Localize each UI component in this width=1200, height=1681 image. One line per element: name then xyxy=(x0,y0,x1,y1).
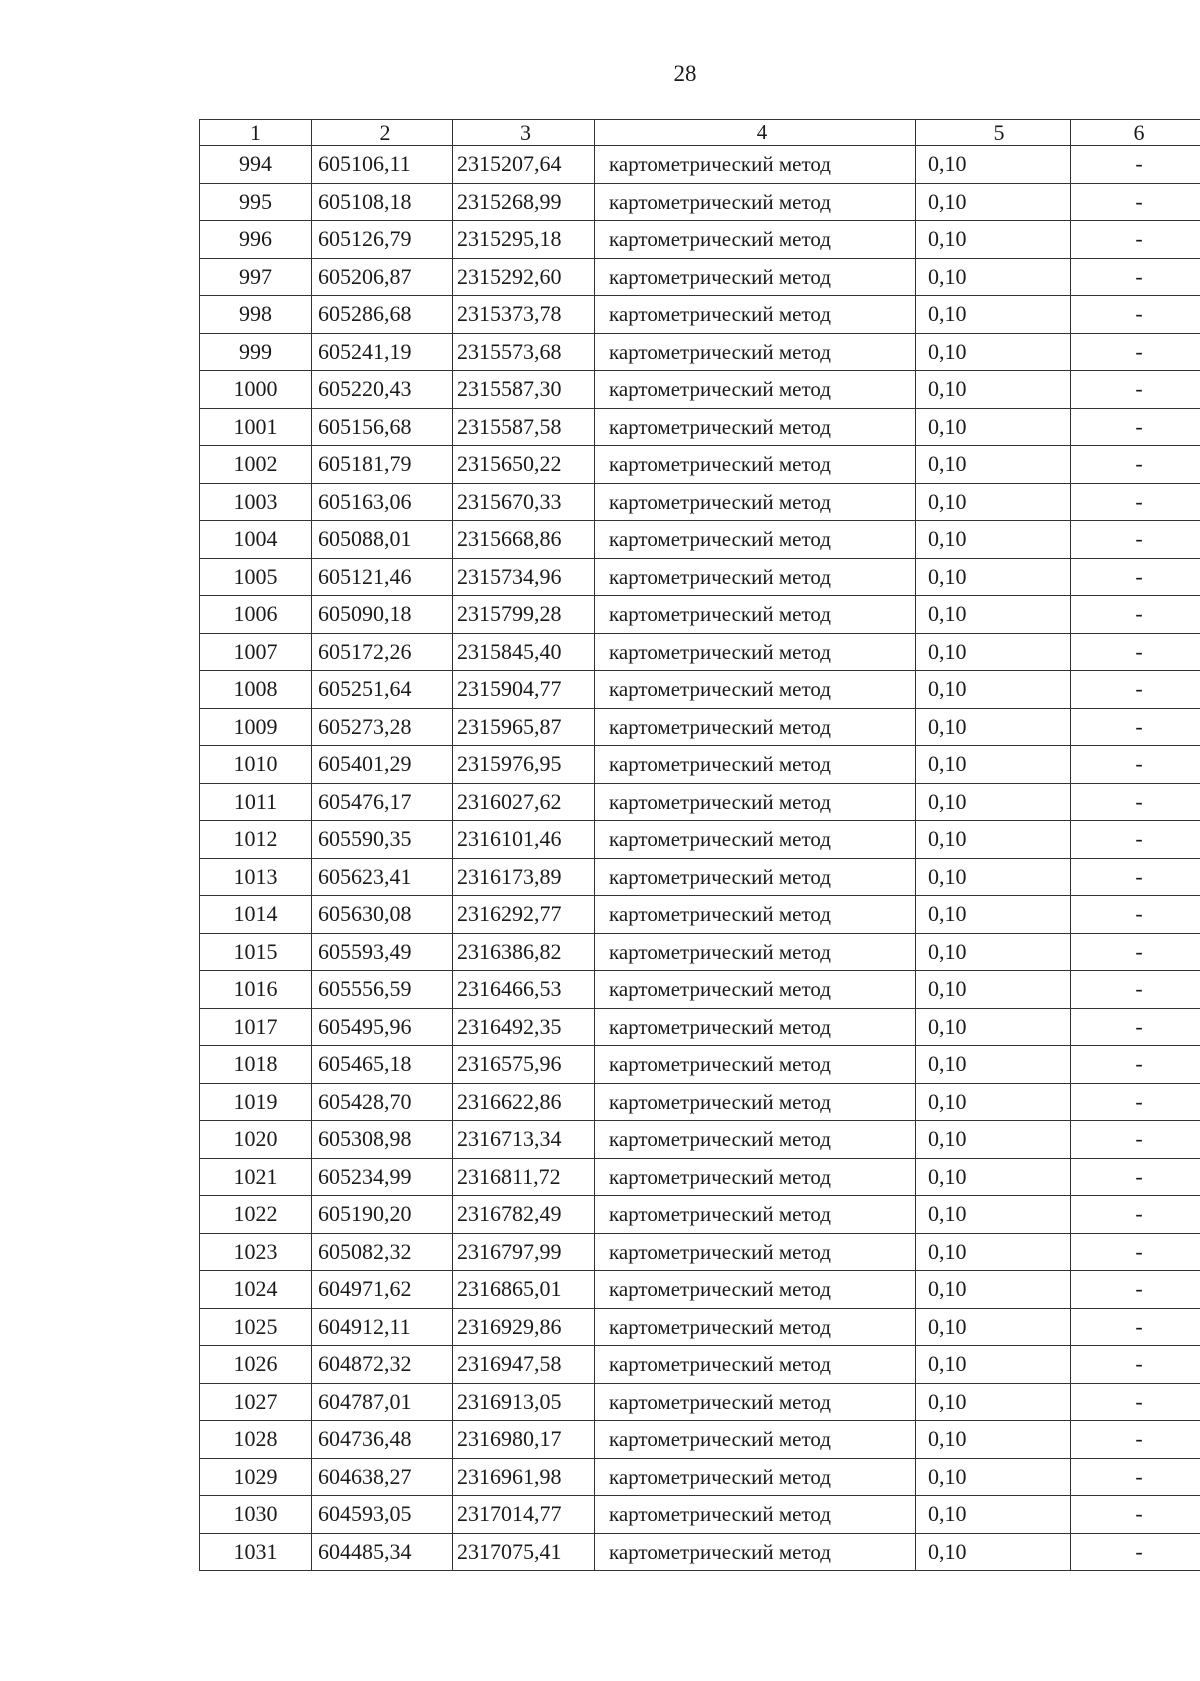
y-coordinate-cell: 2317075,41 xyxy=(453,1533,595,1571)
table-row xyxy=(200,933,1200,971)
table-row xyxy=(200,183,1200,221)
y-coordinate-cell: 2316027,62 xyxy=(453,783,595,821)
method-cell: картометрический метод xyxy=(595,221,916,259)
method-cell: картометрический метод xyxy=(595,821,916,859)
note-cell: - xyxy=(1071,1046,1200,1084)
x-coordinate-cell: 605190,20 xyxy=(312,1196,453,1234)
accuracy-cell: 0,10 xyxy=(916,746,1071,784)
y-coordinate-cell: 2316947,58 xyxy=(453,1346,595,1384)
method-cell: картометрический метод xyxy=(595,1533,916,1571)
note-cell: - xyxy=(1071,596,1200,634)
x-coordinate-cell: 604912,11 xyxy=(312,1308,453,1346)
table-row xyxy=(200,1533,1200,1571)
y-coordinate-cell: 2316961,98 xyxy=(453,1458,595,1496)
accuracy-cell: 0,10 xyxy=(916,146,1071,184)
accuracy-cell: 0,10 xyxy=(916,408,1071,446)
note-cell: - xyxy=(1071,1271,1200,1309)
note-cell: - xyxy=(1071,408,1200,446)
y-coordinate-cell: 2315845,40 xyxy=(453,633,595,671)
y-coordinate-cell: 2316622,86 xyxy=(453,1083,595,1121)
method-cell: картометрический метод xyxy=(595,1271,916,1309)
method-cell: картометрический метод xyxy=(595,1308,916,1346)
accuracy-cell: 0,10 xyxy=(916,933,1071,971)
method-cell: картометрический метод xyxy=(595,258,916,296)
accuracy-cell: 0,10 xyxy=(916,221,1071,259)
note-cell: - xyxy=(1071,221,1200,259)
y-coordinate-cell: 2316980,17 xyxy=(453,1421,595,1459)
point-number-cell: 1022 xyxy=(200,1196,312,1234)
x-coordinate-cell: 605206,87 xyxy=(312,258,453,296)
point-number-cell: 1009 xyxy=(200,708,312,746)
x-coordinate-cell: 605401,29 xyxy=(312,746,453,784)
accuracy-cell: 0,10 xyxy=(916,1121,1071,1159)
note-cell: - xyxy=(1071,1196,1200,1234)
column-header-6: 6 xyxy=(1071,120,1200,146)
x-coordinate-cell: 605308,98 xyxy=(312,1121,453,1159)
accuracy-cell: 0,10 xyxy=(916,1233,1071,1271)
y-coordinate-cell: 2316797,99 xyxy=(453,1233,595,1271)
note-cell: - xyxy=(1071,1158,1200,1196)
method-cell: картометрический метод xyxy=(595,183,916,221)
point-number-cell: 1025 xyxy=(200,1308,312,1346)
y-coordinate-cell: 2316173,89 xyxy=(453,858,595,896)
y-coordinate-cell: 2315976,95 xyxy=(453,746,595,784)
x-coordinate-cell: 605273,28 xyxy=(312,708,453,746)
point-number-cell: 1026 xyxy=(200,1346,312,1384)
method-cell: картометрический метод xyxy=(595,1458,916,1496)
table-row xyxy=(200,971,1200,1009)
x-coordinate-cell: 605163,06 xyxy=(312,483,453,521)
x-coordinate-cell: 605590,35 xyxy=(312,821,453,859)
note-cell: - xyxy=(1071,521,1200,559)
note-cell: - xyxy=(1071,1383,1200,1421)
y-coordinate-cell: 2316929,86 xyxy=(453,1308,595,1346)
y-coordinate-cell: 2315587,58 xyxy=(453,408,595,446)
method-cell: картометрический метод xyxy=(595,1196,916,1234)
table-row xyxy=(200,708,1200,746)
accuracy-cell: 0,10 xyxy=(916,1346,1071,1384)
y-coordinate-cell: 2316782,49 xyxy=(453,1196,595,1234)
accuracy-cell: 0,10 xyxy=(916,783,1071,821)
x-coordinate-cell: 605181,79 xyxy=(312,446,453,484)
accuracy-cell: 0,10 xyxy=(916,521,1071,559)
method-cell: картометрический метод xyxy=(595,858,916,896)
y-coordinate-cell: 2315295,18 xyxy=(453,221,595,259)
x-coordinate-cell: 605106,11 xyxy=(312,146,453,184)
y-coordinate-cell: 2315207,64 xyxy=(453,146,595,184)
table-row xyxy=(200,521,1200,559)
point-number-cell: 998 xyxy=(200,296,312,334)
table-row xyxy=(200,1046,1200,1084)
method-cell: картометрический метод xyxy=(595,1496,916,1534)
x-coordinate-cell: 605121,46 xyxy=(312,558,453,596)
y-coordinate-cell: 2316492,35 xyxy=(453,1008,595,1046)
point-number-cell: 1019 xyxy=(200,1083,312,1121)
note-cell: - xyxy=(1071,1008,1200,1046)
x-coordinate-cell: 605082,32 xyxy=(312,1233,453,1271)
note-cell: - xyxy=(1071,858,1200,896)
point-number-cell: 1029 xyxy=(200,1458,312,1496)
y-coordinate-cell: 2315965,87 xyxy=(453,708,595,746)
method-cell: картометрический метод xyxy=(595,521,916,559)
note-cell: - xyxy=(1071,896,1200,934)
method-cell: картометрический метод xyxy=(595,1233,916,1271)
point-number-cell: 1021 xyxy=(200,1158,312,1196)
table-row xyxy=(200,1271,1200,1309)
note-cell: - xyxy=(1071,821,1200,859)
table-row xyxy=(200,746,1200,784)
table-row xyxy=(200,221,1200,259)
x-coordinate-cell: 604736,48 xyxy=(312,1421,453,1459)
point-number-cell: 1012 xyxy=(200,821,312,859)
table-row xyxy=(200,1121,1200,1159)
point-number-cell: 1017 xyxy=(200,1008,312,1046)
x-coordinate-cell: 604787,01 xyxy=(312,1383,453,1421)
table-row xyxy=(200,1346,1200,1384)
table-row xyxy=(200,1196,1200,1234)
column-header-5: 5 xyxy=(916,120,1071,146)
accuracy-cell: 0,10 xyxy=(916,183,1071,221)
x-coordinate-cell: 605241,19 xyxy=(312,333,453,371)
note-cell: - xyxy=(1071,333,1200,371)
table-row xyxy=(200,1233,1200,1271)
point-number-cell: 1003 xyxy=(200,483,312,521)
accuracy-cell: 0,10 xyxy=(916,1083,1071,1121)
method-cell: картометрический метод xyxy=(595,746,916,784)
note-cell: - xyxy=(1071,1083,1200,1121)
x-coordinate-cell: 605476,17 xyxy=(312,783,453,821)
x-coordinate-cell: 605172,26 xyxy=(312,633,453,671)
table-row xyxy=(200,258,1200,296)
accuracy-cell: 0,10 xyxy=(916,483,1071,521)
table-body xyxy=(200,146,1200,1571)
note-cell: - xyxy=(1071,971,1200,1009)
accuracy-cell: 0,10 xyxy=(916,708,1071,746)
y-coordinate-cell: 2315734,96 xyxy=(453,558,595,596)
note-cell: - xyxy=(1071,558,1200,596)
y-coordinate-cell: 2315573,68 xyxy=(453,333,595,371)
method-cell: картометрический метод xyxy=(595,296,916,334)
y-coordinate-cell: 2315668,86 xyxy=(453,521,595,559)
note-cell: - xyxy=(1071,933,1200,971)
table-row xyxy=(200,858,1200,896)
point-number-cell: 1027 xyxy=(200,1383,312,1421)
table-row xyxy=(200,896,1200,934)
note-cell: - xyxy=(1071,1308,1200,1346)
y-coordinate-cell: 2315799,28 xyxy=(453,596,595,634)
x-coordinate-cell: 604971,62 xyxy=(312,1271,453,1309)
table-row xyxy=(200,483,1200,521)
point-number-cell: 1010 xyxy=(200,746,312,784)
method-cell: картометрический метод xyxy=(595,633,916,671)
method-cell: картометрический метод xyxy=(595,933,916,971)
accuracy-cell: 0,10 xyxy=(916,371,1071,409)
method-cell: картометрический метод xyxy=(595,1346,916,1384)
x-coordinate-cell: 605556,59 xyxy=(312,971,453,1009)
method-cell: картометрический метод xyxy=(595,408,916,446)
x-coordinate-cell: 605495,96 xyxy=(312,1008,453,1046)
method-cell: картометрический метод xyxy=(595,1121,916,1159)
point-number-cell: 1015 xyxy=(200,933,312,971)
y-coordinate-cell: 2315670,33 xyxy=(453,483,595,521)
note-cell: - xyxy=(1071,1121,1200,1159)
x-coordinate-cell: 605090,18 xyxy=(312,596,453,634)
method-cell: картометрический метод xyxy=(595,596,916,634)
table-row xyxy=(200,333,1200,371)
y-coordinate-cell: 2316811,72 xyxy=(453,1158,595,1196)
note-cell: - xyxy=(1071,483,1200,521)
note-cell: - xyxy=(1071,183,1200,221)
table-row xyxy=(200,821,1200,859)
accuracy-cell: 0,10 xyxy=(916,1271,1071,1309)
point-number-cell: 1028 xyxy=(200,1421,312,1459)
method-cell: картометрический метод xyxy=(595,783,916,821)
x-coordinate-cell: 605234,99 xyxy=(312,1158,453,1196)
x-coordinate-cell: 605126,79 xyxy=(312,221,453,259)
method-cell: картометрический метод xyxy=(595,896,916,934)
note-cell: - xyxy=(1071,1496,1200,1534)
accuracy-cell: 0,10 xyxy=(916,446,1071,484)
method-cell: картометрический метод xyxy=(595,333,916,371)
accuracy-cell: 0,10 xyxy=(916,671,1071,709)
table-row xyxy=(200,446,1200,484)
y-coordinate-cell: 2315587,30 xyxy=(453,371,595,409)
method-cell: картометрический метод xyxy=(595,1421,916,1459)
table-row xyxy=(200,1008,1200,1046)
method-cell: картометрический метод xyxy=(595,146,916,184)
table-row xyxy=(200,1083,1200,1121)
point-number-cell: 1016 xyxy=(200,971,312,1009)
x-coordinate-cell: 605156,68 xyxy=(312,408,453,446)
table-row xyxy=(200,783,1200,821)
point-number-cell: 997 xyxy=(200,258,312,296)
table-row xyxy=(200,146,1200,184)
column-header-3: 3 xyxy=(453,120,595,146)
accuracy-cell: 0,10 xyxy=(916,1158,1071,1196)
method-cell: картометрический метод xyxy=(595,446,916,484)
accuracy-cell: 0,10 xyxy=(916,896,1071,934)
accuracy-cell: 0,10 xyxy=(916,821,1071,859)
note-cell: - xyxy=(1071,371,1200,409)
table-row xyxy=(200,1383,1200,1421)
table-row xyxy=(200,633,1200,671)
method-cell: картометрический метод xyxy=(595,971,916,1009)
y-coordinate-cell: 2316865,01 xyxy=(453,1271,595,1309)
column-header-1: 1 xyxy=(200,120,312,146)
point-number-cell: 996 xyxy=(200,221,312,259)
note-cell: - xyxy=(1071,671,1200,709)
method-cell: картометрический метод xyxy=(595,483,916,521)
point-number-cell: 1007 xyxy=(200,633,312,671)
y-coordinate-cell: 2316466,53 xyxy=(453,971,595,1009)
note-cell: - xyxy=(1071,1346,1200,1384)
point-number-cell: 999 xyxy=(200,333,312,371)
x-coordinate-cell: 605623,41 xyxy=(312,858,453,896)
point-number-cell: 1002 xyxy=(200,446,312,484)
y-coordinate-cell: 2315373,78 xyxy=(453,296,595,334)
point-number-cell: 1006 xyxy=(200,596,312,634)
point-number-cell: 1014 xyxy=(200,896,312,934)
column-header-2: 2 xyxy=(312,120,453,146)
table-row xyxy=(200,596,1200,634)
point-number-cell: 1011 xyxy=(200,783,312,821)
note-cell: - xyxy=(1071,296,1200,334)
table-row xyxy=(200,1458,1200,1496)
note-cell: - xyxy=(1071,1458,1200,1496)
note-cell: - xyxy=(1071,633,1200,671)
table-header-row xyxy=(200,120,1200,146)
note-cell: - xyxy=(1071,1421,1200,1459)
point-number-cell: 994 xyxy=(200,146,312,184)
method-cell: картометрический метод xyxy=(595,371,916,409)
table-row xyxy=(200,558,1200,596)
point-number-cell: 1023 xyxy=(200,1233,312,1271)
x-coordinate-cell: 605630,08 xyxy=(312,896,453,934)
accuracy-cell: 0,10 xyxy=(916,1383,1071,1421)
y-coordinate-cell: 2316913,05 xyxy=(453,1383,595,1421)
point-number-cell: 995 xyxy=(200,183,312,221)
accuracy-cell: 0,10 xyxy=(916,858,1071,896)
table-row xyxy=(200,671,1200,709)
note-cell: - xyxy=(1071,1533,1200,1571)
point-number-cell: 1013 xyxy=(200,858,312,896)
point-number-cell: 1001 xyxy=(200,408,312,446)
note-cell: - xyxy=(1071,446,1200,484)
method-cell: картометрический метод xyxy=(595,1046,916,1084)
x-coordinate-cell: 605108,18 xyxy=(312,183,453,221)
accuracy-cell: 0,10 xyxy=(916,258,1071,296)
column-header-4: 4 xyxy=(595,120,916,146)
y-coordinate-cell: 2316292,77 xyxy=(453,896,595,934)
note-cell: - xyxy=(1071,783,1200,821)
table-row xyxy=(200,408,1200,446)
x-coordinate-cell: 604485,34 xyxy=(312,1533,453,1571)
x-coordinate-cell: 604593,05 xyxy=(312,1496,453,1534)
y-coordinate-cell: 2316101,46 xyxy=(453,821,595,859)
method-cell: картометрический метод xyxy=(595,671,916,709)
accuracy-cell: 0,10 xyxy=(916,596,1071,634)
accuracy-cell: 0,10 xyxy=(916,633,1071,671)
accuracy-cell: 0,10 xyxy=(916,1496,1071,1534)
x-coordinate-cell: 605088,01 xyxy=(312,521,453,559)
table-row xyxy=(200,296,1200,334)
y-coordinate-cell: 2316386,82 xyxy=(453,933,595,971)
accuracy-cell: 0,10 xyxy=(916,1533,1071,1571)
y-coordinate-cell: 2316575,96 xyxy=(453,1046,595,1084)
y-coordinate-cell: 2317014,77 xyxy=(453,1496,595,1534)
y-coordinate-cell: 2316713,34 xyxy=(453,1121,595,1159)
x-coordinate-cell: 605251,64 xyxy=(312,671,453,709)
note-cell: - xyxy=(1071,258,1200,296)
point-number-cell: 1018 xyxy=(200,1046,312,1084)
point-number-cell: 1020 xyxy=(200,1121,312,1159)
point-number-cell: 1004 xyxy=(200,521,312,559)
accuracy-cell: 0,10 xyxy=(916,296,1071,334)
point-number-cell: 1008 xyxy=(200,671,312,709)
method-cell: картометрический метод xyxy=(595,1083,916,1121)
point-number-cell: 1030 xyxy=(200,1496,312,1534)
accuracy-cell: 0,10 xyxy=(916,333,1071,371)
note-cell: - xyxy=(1071,1233,1200,1271)
point-number-cell: 1031 xyxy=(200,1533,312,1571)
table-row xyxy=(200,1496,1200,1534)
x-coordinate-cell: 605593,49 xyxy=(312,933,453,971)
method-cell: картометрический метод xyxy=(595,1158,916,1196)
accuracy-cell: 0,10 xyxy=(916,1421,1071,1459)
x-coordinate-cell: 605428,70 xyxy=(312,1083,453,1121)
note-cell: - xyxy=(1071,746,1200,784)
point-number-cell: 1005 xyxy=(200,558,312,596)
y-coordinate-cell: 2315268,99 xyxy=(453,183,595,221)
accuracy-cell: 0,10 xyxy=(916,1308,1071,1346)
point-number-cell: 1024 xyxy=(200,1271,312,1309)
note-cell: - xyxy=(1071,146,1200,184)
method-cell: картометрический метод xyxy=(595,1383,916,1421)
point-number-cell: 1000 xyxy=(200,371,312,409)
note-cell: - xyxy=(1071,708,1200,746)
y-coordinate-cell: 2315650,22 xyxy=(453,446,595,484)
method-cell: картометрический метод xyxy=(595,1008,916,1046)
y-coordinate-cell: 2315292,60 xyxy=(453,258,595,296)
accuracy-cell: 0,10 xyxy=(916,1046,1071,1084)
method-cell: картометрический метод xyxy=(595,708,916,746)
accuracy-cell: 0,10 xyxy=(916,558,1071,596)
accuracy-cell: 0,10 xyxy=(916,1008,1071,1046)
x-coordinate-cell: 605465,18 xyxy=(312,1046,453,1084)
table-row xyxy=(200,1421,1200,1459)
table-row xyxy=(200,371,1200,409)
x-coordinate-cell: 605286,68 xyxy=(312,296,453,334)
table-row xyxy=(200,1158,1200,1196)
accuracy-cell: 0,10 xyxy=(916,1458,1071,1496)
page-number: 28 xyxy=(673,61,697,86)
coordinates-table xyxy=(199,119,1200,1571)
table-row xyxy=(200,1308,1200,1346)
x-coordinate-cell: 604872,32 xyxy=(312,1346,453,1384)
accuracy-cell: 0,10 xyxy=(916,971,1071,1009)
accuracy-cell: 0,10 xyxy=(916,1196,1071,1234)
y-coordinate-cell: 2315904,77 xyxy=(453,671,595,709)
x-coordinate-cell: 605220,43 xyxy=(312,371,453,409)
x-coordinate-cell: 604638,27 xyxy=(312,1458,453,1496)
method-cell: картометрический метод xyxy=(595,558,916,596)
